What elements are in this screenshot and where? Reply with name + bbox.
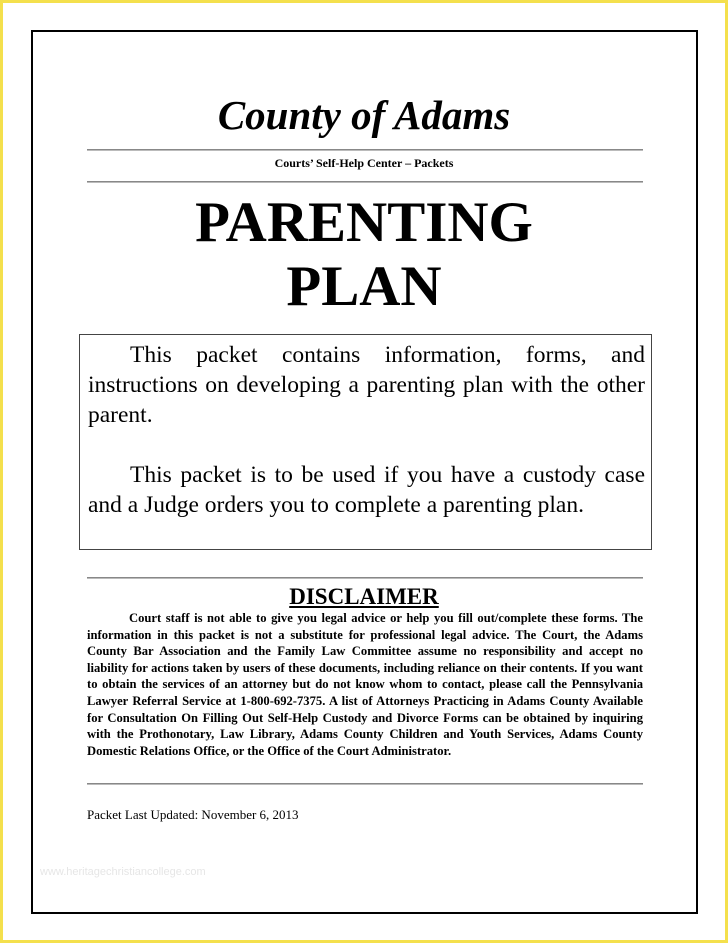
- watermark-text: www.heritagechristiancollege.com: [40, 866, 206, 878]
- intro-box: [79, 334, 652, 550]
- intro-paragraph-1: This packet contains information, forms, and instructions on developing a parenting plan with the other parent.: [88, 342, 645, 428]
- last-updated-text: Packet Last Updated: November 6, 2013: [87, 807, 299, 822]
- intro-paragraph-2: This packet is to be used if you have a custody case and a Judge orders you to complete a parenting plan.: [88, 462, 645, 518]
- packet-subtitle: Courts’ Self-Help Center – Packets: [274, 156, 454, 170]
- disclaimer-heading: DISCLAIMER: [289, 584, 439, 609]
- divider-above-disclaimer: [87, 577, 643, 579]
- divider-below-subtitle: [87, 181, 643, 183]
- disclaimer-text: Court staff is not able to give you legal advice or help you fill out/complete these forms. The information in this packet is not a substitute for professional legal advice. The Court, the Adams County Bar Association and the Family Law Committee assume no responsibility and accept no liability for actions taken by users of these documents, including reliance on their contents. If you want to obtain the services of an attorney but do not know whom to contact, please call the Pennsylvania Lawyer Referral Service at 1-800-692-7375. A list of Attorneys Practicing in Adams County Available for Consultation On Filling Out Self-Help Custody and Divorce Forms can be obtained by inquiring with the Prothonotary, Law Library, Adams County Children and Youth Services, Adams County Domestic Relations Office, or the Office of the Court Administrator.: [87, 611, 643, 758]
- divider-below-disclaimer: [87, 783, 643, 785]
- divider-top: [87, 149, 643, 151]
- document-title: [3, 191, 725, 319]
- document-title-line-2: PLAN: [286, 255, 442, 318]
- document-title-line-1: PARENTING: [195, 191, 533, 254]
- document-page: [3, 3, 725, 940]
- county-title: County of Adams: [217, 92, 511, 138]
